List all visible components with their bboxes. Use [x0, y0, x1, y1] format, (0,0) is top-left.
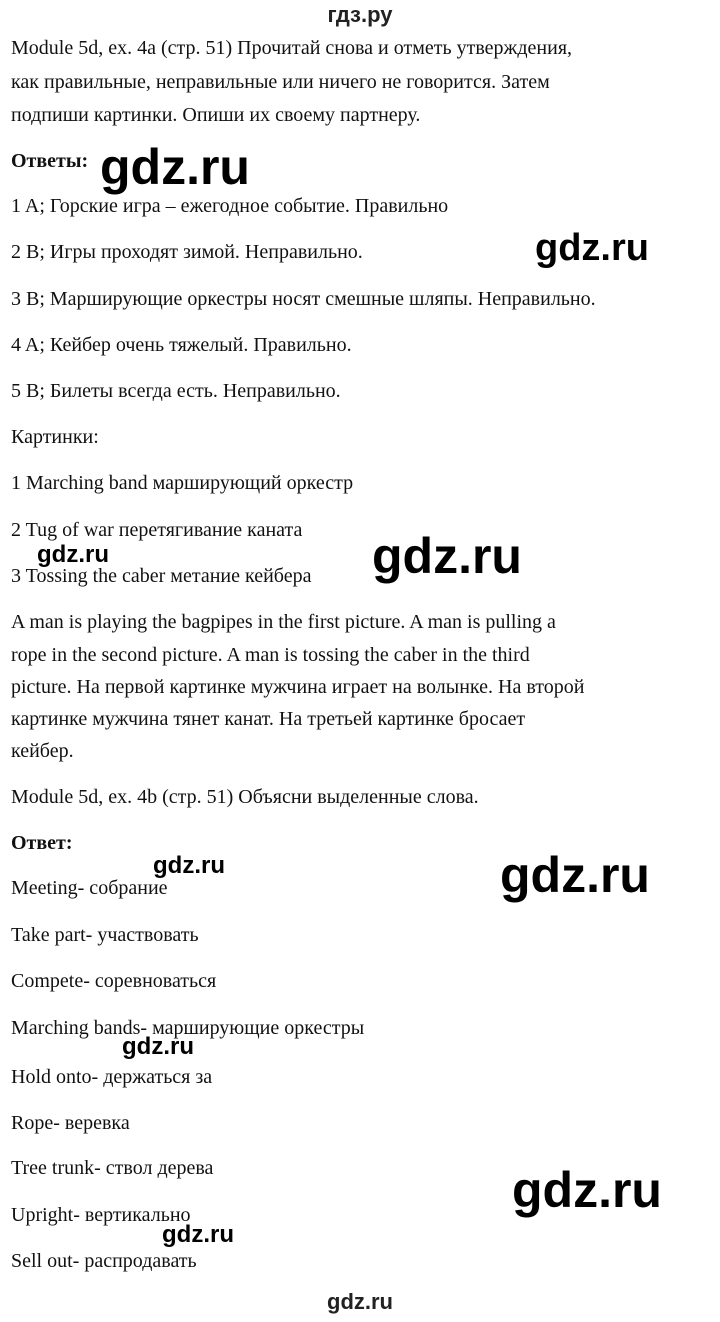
- answer-item: 5 B; Билеты всегда есть. Неправильно.: [11, 380, 341, 402]
- vocabulary-item: Upright- вертикально: [11, 1204, 191, 1226]
- answers-heading: Ответы:: [11, 150, 89, 172]
- picture-caption: 1 Marching band марширующий оркестр: [11, 472, 354, 494]
- watermark: gdz.ru: [122, 1033, 194, 1060]
- watermark: gdz.ru: [535, 227, 649, 269]
- exercise-4a-instruction-line-3: подпиши картинки. Опиши их своему партнеру.: [11, 104, 421, 126]
- answer-item: 2 B; Игры проходят зимой. Неправильно.: [11, 241, 363, 263]
- vocabulary-item: Tree trunk- ствол дерева: [11, 1157, 214, 1179]
- watermark: gdz.ru: [153, 852, 225, 879]
- description-line-1: A man is playing the bagpipes in the first picture. A man is pulling a: [11, 611, 556, 633]
- watermark: gdz.ru: [512, 1162, 662, 1218]
- picture-caption: 2 Tug of war перетягивание каната: [11, 519, 303, 541]
- watermark: gdz.ru: [500, 847, 650, 903]
- vocabulary-item: Compete- соревноваться: [11, 970, 217, 992]
- answer-item: 3 B; Марширующие оркестры носят смешные шляпы. Неправильно.: [11, 288, 596, 310]
- vocabulary-item: Hold onto- держаться за: [11, 1066, 213, 1088]
- watermark: gdz.ru: [37, 541, 109, 568]
- picture-caption: 3 Tossing the caber метание кейбера: [11, 565, 312, 587]
- description-line-2: rope in the second picture. A man is tossing the caber in the third: [11, 644, 530, 666]
- site-footer: gdz.ru: [327, 1289, 393, 1314]
- description-line-3: picture. На первой картинке мужчина играет на волынке. На второй: [11, 676, 585, 698]
- exercise-4a-instruction-line-2: как правильные, неправильные или ничего не говорится. Затем: [11, 71, 550, 93]
- vocabulary-item: Sell out- распродавать: [11, 1250, 197, 1272]
- answer-heading: Ответ:: [11, 832, 73, 854]
- description-line-4: картинке мужчина тянет канат. На третьей картинке бросает: [11, 708, 526, 730]
- exercise-4a-instruction-line-1: Module 5d, ex. 4a (стр. 51) Прочитай снова и отметь утверждения,: [11, 37, 573, 59]
- watermark: gdz.ru: [372, 528, 522, 584]
- description-line-5: кейбер.: [11, 740, 74, 762]
- vocabulary-item: Meeting- собрание: [11, 877, 168, 899]
- exercise-4b-instruction: Module 5d, ex. 4b (стр. 51) Объясни выделенные слова.: [11, 786, 479, 808]
- watermark: gdz.ru: [100, 139, 250, 195]
- site-header: гдз.ру: [327, 2, 393, 27]
- watermark: gdz.ru: [162, 1221, 234, 1248]
- answer-item: 4 A; Кейбер очень тяжелый. Правильно.: [11, 334, 352, 356]
- vocabulary-item: Take part- участвовать: [11, 924, 199, 946]
- pictures-heading: Картинки:: [11, 426, 99, 448]
- answer-item: 1 A; Горские игра – ежегодное событие. Правильно: [11, 195, 449, 217]
- vocabulary-item: Rope- веревка: [11, 1112, 130, 1134]
- vocabulary-item: Marching bands- марширующие оркестры: [11, 1017, 365, 1039]
